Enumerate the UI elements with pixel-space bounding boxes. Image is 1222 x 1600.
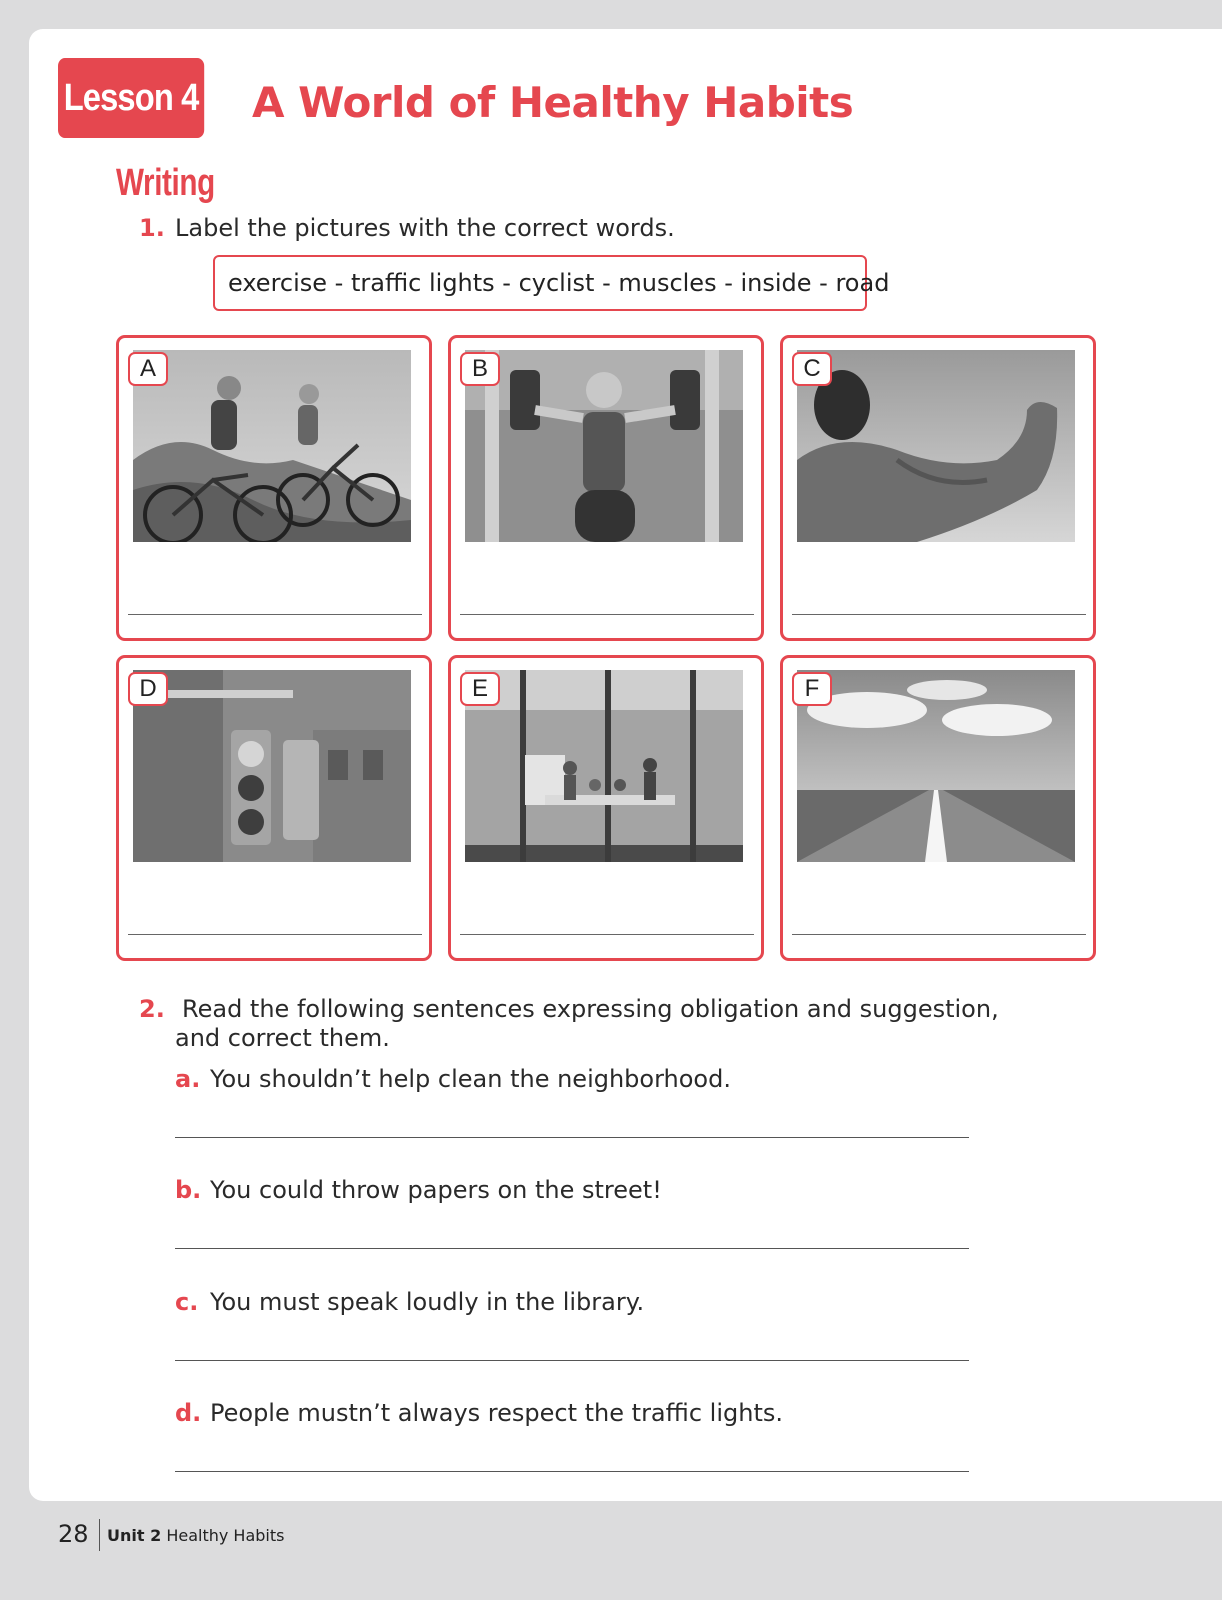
word-bank [213, 255, 890, 311]
sentence-answer-line-d[interactable] [175, 1471, 969, 1472]
picture-letter-f: F [792, 672, 832, 706]
picture-letter-d: D [128, 672, 168, 706]
footer-unit [107, 1526, 284, 1545]
sentence-text-a: You shouldn’t help clean the neighborhood. [210, 1065, 731, 1093]
open-road-photo [797, 670, 1075, 862]
traffic-lights-photo [133, 670, 411, 862]
answer-line-e[interactable] [460, 934, 754, 935]
exercise-1-number: 1. [139, 214, 165, 242]
word-bank-text: exercise - traffic lights - cyclist - muscles - inside - road [228, 269, 890, 297]
picture-card-f [780, 655, 1096, 961]
picture-letter-c: C [792, 352, 832, 386]
exercise-2-instruction-line-2: and correct them. [175, 1024, 390, 1052]
sentence-answer-line-b[interactable] [175, 1248, 969, 1249]
picture-card-e [448, 655, 764, 961]
answer-line-c[interactable] [792, 614, 1086, 615]
sentence-answer-line-a[interactable] [175, 1137, 969, 1138]
picture-card-a [116, 335, 432, 641]
exercise-2-instruction-line-1: Read the following sentences expressing obligation and suggestion, [182, 995, 999, 1023]
exercise-1-instruction: Label the pictures with the correct words. [175, 214, 675, 242]
office-meeting-inside-photo [465, 670, 743, 862]
flexed-muscle-photo [797, 350, 1075, 542]
sentence-text-c: You must speak loudly in the library. [210, 1288, 645, 1316]
footer-unit-label: Unit 2 [107, 1526, 162, 1545]
sentence-text-d: People mustn’t always respect the traffic lights. [210, 1399, 783, 1427]
exercise-2-number: 2. [139, 995, 165, 1023]
page-title: A World of Healthy Habits [252, 78, 854, 127]
sentence-letter-c: c. [175, 1288, 199, 1316]
section-title: Writing [116, 162, 215, 204]
lesson-badge: Lesson 4 [58, 58, 204, 138]
gym-exercise-photo [465, 350, 743, 542]
cyclists-photo [133, 350, 411, 542]
answer-line-d[interactable] [128, 934, 422, 935]
picture-card-b [448, 335, 764, 641]
answer-line-b[interactable] [460, 614, 754, 615]
picture-letter-a: A [128, 352, 168, 386]
answer-line-f[interactable] [792, 934, 1086, 935]
answer-line-a[interactable] [128, 614, 422, 615]
picture-card-d [116, 655, 432, 961]
sentence-letter-a: a. [175, 1065, 201, 1093]
sentence-answer-line-c[interactable] [175, 1360, 969, 1361]
footer-unit-title: Healthy Habits [166, 1526, 285, 1545]
picture-letter-b: B [460, 352, 500, 386]
picture-letter-e: E [460, 672, 500, 706]
sentence-letter-d: d. [175, 1399, 202, 1427]
page-number: 28 [58, 1520, 89, 1548]
sentence-letter-b: b. [175, 1176, 202, 1204]
sentence-text-b: You could throw papers on the street! [210, 1176, 662, 1204]
footer-divider [99, 1519, 100, 1551]
picture-card-c [780, 335, 1096, 641]
